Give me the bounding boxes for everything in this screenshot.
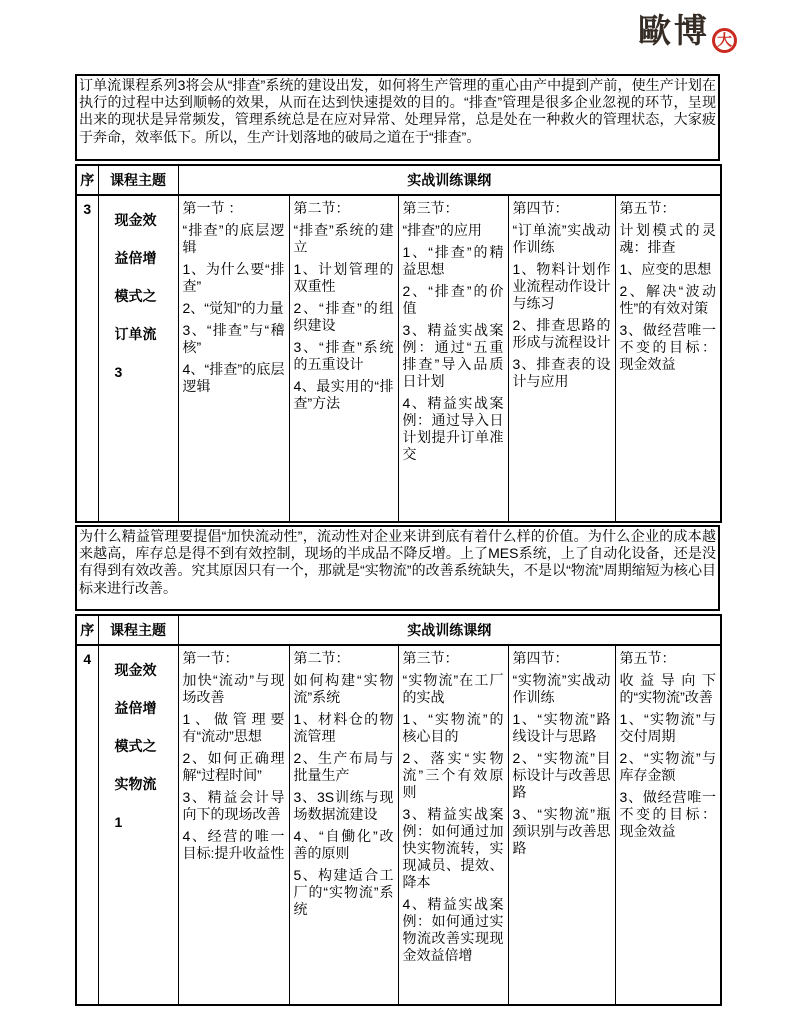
header-seq: 序 (76, 165, 98, 195)
section-cell-1 (178, 645, 289, 1005)
section-subtitle: “排查”的底层逻辑 (182, 222, 285, 255)
section-subtitle: “订单流”实战动作训练 (512, 222, 611, 255)
document-content (75, 74, 720, 1006)
table-row (76, 645, 721, 1005)
section-title: 第五节： (619, 200, 676, 216)
section-item: 2、“排查”的价值 (402, 283, 504, 316)
section-subtitle: “实物流”实战动作训练 (512, 672, 611, 705)
section-item: 4、“自働化”改善的原则 (293, 828, 394, 861)
logo-seal-icon: 大 (712, 28, 737, 53)
section-item: 1、做管理要有“流动”思想 (182, 711, 285, 744)
topic-cell (98, 645, 178, 1005)
header-outline: 实战训练课纲 (178, 165, 721, 195)
topic-text: 现金效益倍增模式之订单流3 (114, 212, 157, 380)
section-item: 1、“实物流”路线设计与思路 (512, 711, 611, 744)
header-topic: 课程主题 (98, 165, 178, 195)
section-item: 3、“排查”与“稽核” (182, 322, 285, 355)
topic-cell (98, 195, 178, 522)
seq-cell: 3 (76, 195, 98, 522)
section-subtitle: “实物流”在工厂的实战 (402, 672, 504, 705)
section-item: 2、“排查”的组织建设 (293, 300, 394, 333)
course-table-2 (75, 614, 722, 1006)
section-title: 第五节： (619, 650, 676, 666)
section-title: 第三节： (402, 200, 459, 216)
section-item: 3、精益实战案例：通过“五重排查”导入品质日计划 (402, 322, 504, 389)
section-title: 第一节： (182, 650, 239, 666)
section-item: 4、精益实战案例：通过导入日计划提升订单准交 (402, 395, 504, 462)
section-cell-2 (289, 195, 398, 522)
section-title: 第四节： (512, 650, 569, 666)
section-item: 2、“觉知”的力量 (182, 300, 284, 316)
section-title: 第二节： (293, 200, 350, 216)
section-item: 1、“实物流”的核心目的 (402, 711, 504, 744)
header-seq: 序 (76, 615, 98, 645)
section-item: 5、构建适合工厂的“实物流”系统 (293, 867, 394, 917)
section-subtitle: “排查”系统的建立 (293, 222, 394, 255)
table-2-header (76, 615, 721, 645)
section-item: 3、精益实战案例：如何通过加快实物流转，实现减员、提效、降本 (402, 806, 504, 890)
section-item: 4、最实用的“排查”方法 (293, 378, 394, 411)
section-item: 4、“排查”的底层逻辑 (182, 361, 285, 394)
section-item: 1、“实物流”与交付周期 (619, 711, 717, 744)
section-title: 第四节： (512, 200, 569, 216)
section-cell-3 (398, 645, 508, 1005)
section-item: 3、精益会计导向下的现场改善 (182, 789, 285, 822)
section-item: 3、3S训练与现场数据流建设 (293, 789, 394, 822)
seq-cell: 4 (76, 645, 98, 1005)
section-item: 2、生产布局与批量生产 (293, 750, 394, 783)
section-item: 4、经营的唯一目标:提升收益性 (182, 828, 285, 861)
section-cell-4 (508, 645, 615, 1005)
section-item: 2、解决“波动性”的有效对策 (619, 283, 717, 316)
company-logo (638, 16, 737, 53)
section-item: 3、做经营唯一不变的目标：现金效益 (619, 789, 717, 839)
table-1-header (76, 165, 721, 195)
table-row (76, 195, 721, 522)
intro-paragraph-2: 为什么精益管理要提倡“加快流动性”，流动性对企业来讲到底有着什么样的价值。为什么企业的成本越来越高，库存总是得不到有效控制，现场的半成品不降反增。上了MES系统，上了自动化设备，还是没有得到有效改善。究其原因只有一个，那就是“实物流”的改善系统缺失，不是以“物流”周期缩短为核心目标来进行改善。 (75, 525, 720, 611)
section-cell-2 (289, 645, 398, 1005)
section-item: 1、材料仓的物流管理 (293, 711, 394, 744)
section-subtitle: “排查”的应用 (402, 222, 482, 238)
header-outline: 实战训练课纲 (178, 615, 721, 645)
section-item: 1、应变的思想 (619, 261, 712, 277)
section-item: 1、物料计划作业流程动作设计与练习 (512, 261, 611, 311)
section-cell-5 (615, 195, 721, 522)
topic-text: 现金效益倍增模式之实物流1 (114, 662, 157, 830)
section-item: 3、“实物流”瓶颈识别与改善思路 (512, 806, 611, 856)
section-title: 第二节： (293, 650, 350, 666)
section-item: 2、落实“实物流”三个有效原则 (402, 750, 504, 800)
course-table-1 (75, 164, 722, 523)
section-item: 3、排查表的设计与应用 (512, 356, 611, 389)
section-subtitle: 收益导向下的“实物流”改善 (619, 672, 717, 705)
header-topic: 课程主题 (98, 615, 178, 645)
section-item: 3、做经营唯一不变的目标：现金效益 (619, 322, 717, 372)
section-item: 2、“实物流”与库存金额 (619, 750, 717, 783)
section-item: 3、“排查”系统的五重设计 (293, 339, 394, 372)
section-item: 1、“排查”的精益思想 (402, 244, 504, 277)
section-item: 2、排查思路的形成与流程设计 (512, 317, 611, 350)
section-item: 2、“实物流”目标设计与改善思路 (512, 750, 611, 800)
section-title: 第三节： (402, 650, 459, 666)
section-subtitle: 如何构建“实物流”系统 (293, 672, 394, 705)
logo-text: 歐博 (638, 14, 710, 50)
section-cell-1 (178, 195, 289, 522)
intro-paragraph-1: 订单流课程系列3将会从“排查”系统的建设出发，如何将生产管理的重心由产中提到产前，使生产计划在执行的过程中达到顺畅的效果，从而在达到快速提效的目的。“排查”管理是很多企业忽视的环节，呈现出来的现状是异常频发，管理系统总是在应对异常、处理异常，总是处在一种救火的管理状态，大家疲于奔命，效率低下。所以，生产计划落地的破局之道在于“排查”。 (75, 74, 720, 161)
section-item: 2、如何正确理解“过程时间” (182, 750, 285, 783)
section-cell-4 (508, 195, 615, 522)
section-item: 1、为什么要“排查” (182, 261, 285, 294)
section-item: 1、计划管理的双重性 (293, 261, 394, 294)
section-subtitle: 计划模式的灵魂：排查 (619, 222, 717, 255)
section-title: 第一节 ： (182, 200, 243, 216)
section-item: 4、精益实战案例：如何通过实物流改善实现现金效益倍增 (402, 896, 504, 963)
section-cell-3 (398, 195, 508, 522)
section-subtitle: 加快“流动”与现场改善 (182, 672, 285, 705)
section-cell-5 (615, 645, 721, 1005)
